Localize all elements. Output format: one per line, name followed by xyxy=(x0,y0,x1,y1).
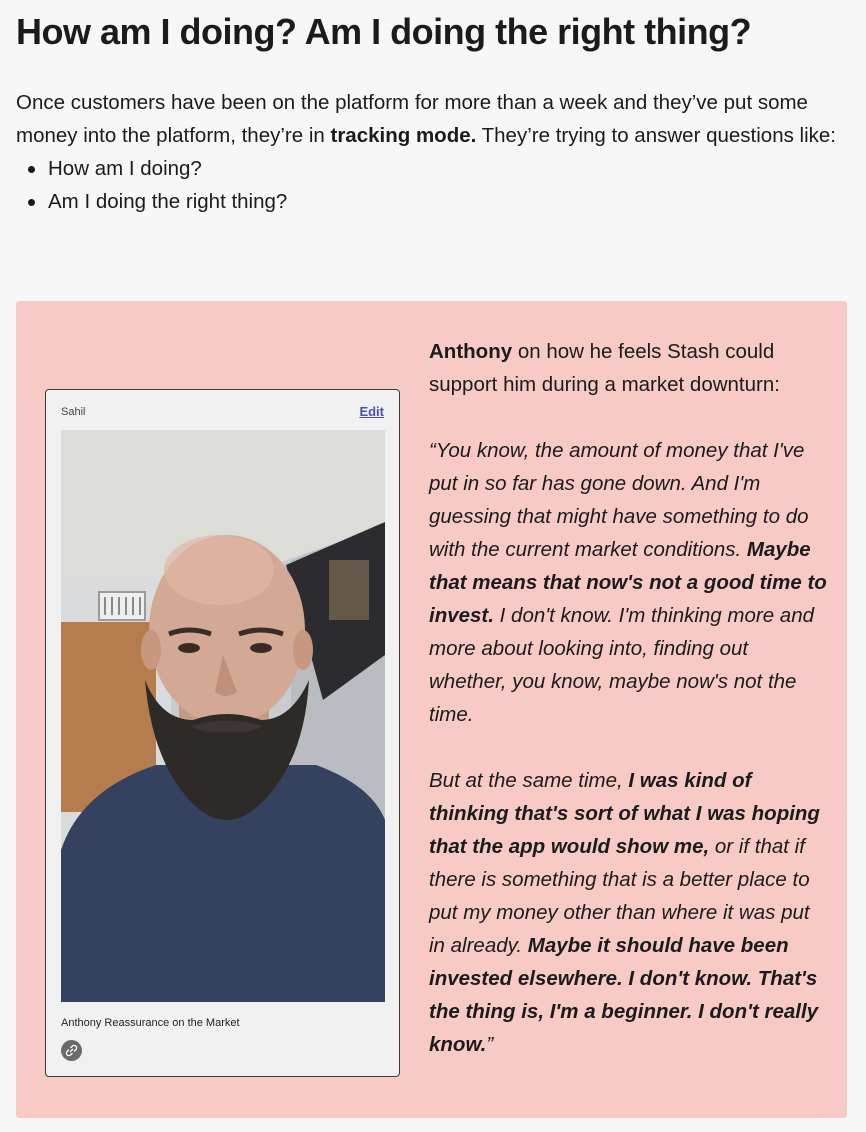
page-title: How am I doing? Am I doing the right thing? xyxy=(16,11,752,52)
speaker-name: Anthony xyxy=(429,340,513,363)
edit-link[interactable]: Edit xyxy=(359,404,384,419)
link-icon xyxy=(65,1044,78,1057)
quote-p2-bold2: Maybe it should have been invested elsewhere. I don't know. That's the thing is, I'm a beginner. I don't really know. xyxy=(429,934,819,1056)
card-caption: Anthony Reassurance on the Market xyxy=(61,1017,240,1029)
quote-paragraph-2 xyxy=(429,764,829,1061)
intro-section xyxy=(16,86,846,218)
quote-lead-text: on how he feels Stash could support him during a market downturn: xyxy=(429,340,780,396)
list-item: Am I doing the right thing? xyxy=(24,185,846,218)
person-video-icon xyxy=(61,430,385,1002)
quote-callout xyxy=(16,301,847,1118)
quote-p1-b: I don't know. I'm thinking more and more about looking into, finding out whether, you know, maybe now's not the time. xyxy=(429,604,815,726)
quote-text xyxy=(429,335,829,1094)
video-thumbnail[interactable] xyxy=(61,430,385,1002)
quote-p2-b: or if that if there is something that is a better place to put my money other than where it was put in already. xyxy=(429,835,810,957)
quote-p2-end: ” xyxy=(486,1033,494,1056)
intro-text-before: Once customers have been on the platform for more than a week and they’ve put some money into the platform, they’re in xyxy=(16,91,808,147)
quote-p2-bold1: I was kind of thinking that's sort of what I was hoping that the app would show me, xyxy=(429,769,820,858)
intro-paragraph xyxy=(16,86,846,152)
question-list xyxy=(16,152,846,218)
quote-paragraph-1 xyxy=(429,434,829,731)
intro-text-after: They’re trying to answer questions like: xyxy=(476,124,836,147)
link-button[interactable] xyxy=(61,1040,82,1061)
video-card xyxy=(45,389,400,1077)
list-item: How am I doing? xyxy=(24,152,846,185)
intro-bold: tracking mode. xyxy=(330,124,477,147)
quote-p2-a: But at the same time, xyxy=(429,769,629,792)
card-author: Sahil xyxy=(61,406,86,418)
quote-lead xyxy=(429,335,829,401)
quote-p1-a: “You know, the amount of money that I've put in so far has gone down. And I'm guessing that might have something to do with the current market conditions. xyxy=(429,439,809,561)
quote-p1-bold: Maybe that means that now's not a good time to invest. xyxy=(429,538,827,627)
